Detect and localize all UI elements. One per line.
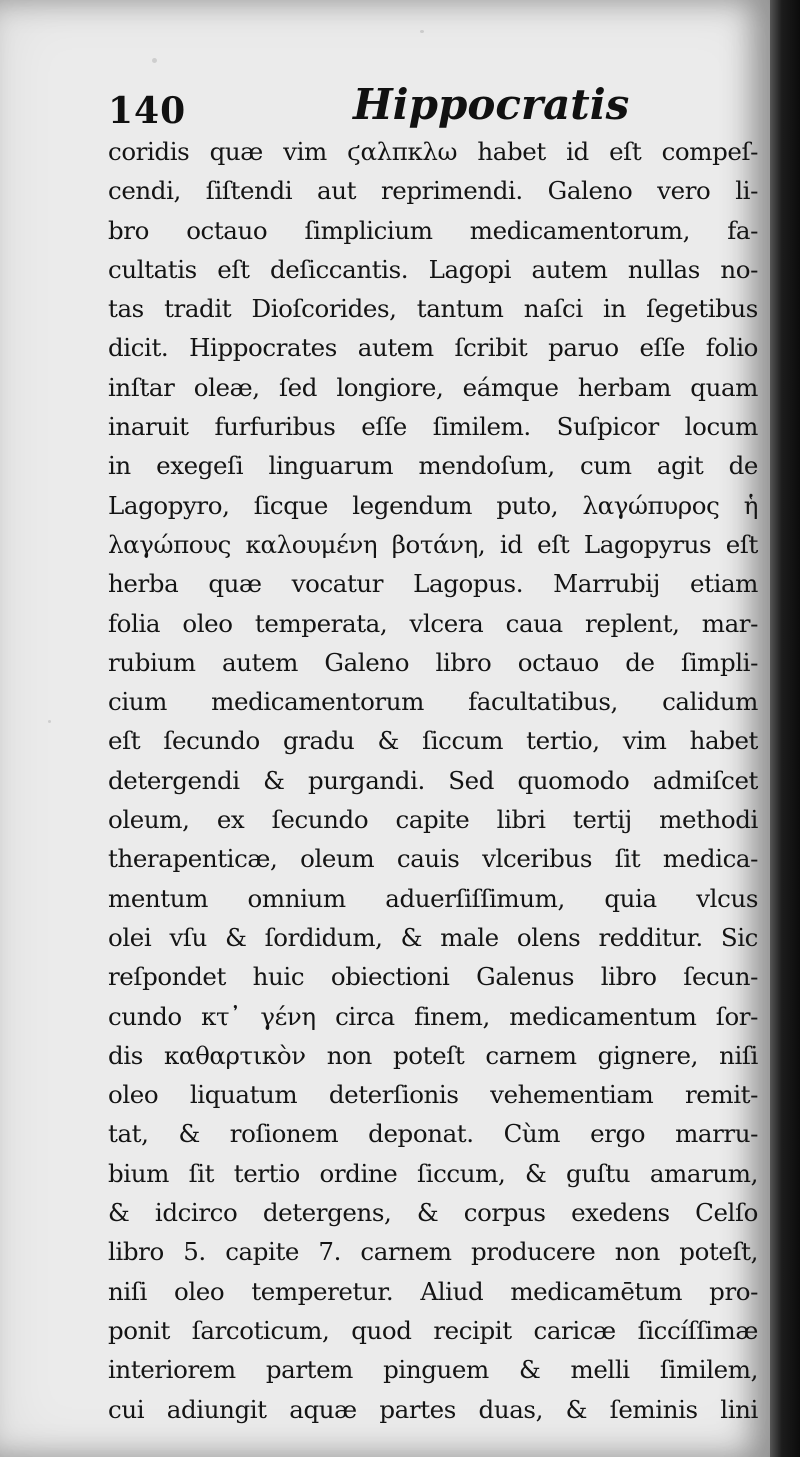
text-line: bium ſit tertio ordine ſiccum, & guſtu amarum, xyxy=(108,1158,758,1188)
ink-speck xyxy=(420,30,424,33)
page-header xyxy=(108,78,748,138)
text-line: bro octauo ſimplicium medicamentorum, fa- xyxy=(108,215,758,245)
text-line: reſpondet huic obiectioni Galenus libro ſecun- xyxy=(108,962,758,992)
text-line: cium medicamentorum facultatibus, calidum xyxy=(108,687,758,717)
text-line: Lagopyro, ſicque legendum puto, λαγώπυρος ἡ xyxy=(108,490,758,520)
text-line: eſt ſecundo gradu & ſiccum tertio, vim habet xyxy=(108,726,758,756)
text-line: ponit ſarcoticum, quod recipit caricæ ſiccíſſimæ xyxy=(108,1315,758,1345)
page-gutter-shadow xyxy=(770,0,800,1457)
text-line: therapenticæ, oleum cauis vlceribus ſit medica- xyxy=(108,844,758,874)
text-line: cultatis eſt deſiccantis. Lagopi autem nullas no- xyxy=(108,254,758,284)
text-line: rubium autem Galeno libro octauo de ſimpli- xyxy=(108,647,758,677)
text-line: dis καθαρτικὸν non poteſt carnem gignere, niſi xyxy=(108,1040,758,1070)
text-line: in exegeſi linguarum mendoſum, cum agit de xyxy=(108,451,758,481)
text-line: inaruit furfuribus eſſe ſimilem. Suſpicor locum xyxy=(108,412,758,442)
text-line: dicit. Hippocrates autem ſcribit paruo eſſe folio xyxy=(108,333,758,363)
text-line: cundo κτ᾽ γένη circa finem, medicamentum ſor- xyxy=(108,1001,758,1031)
text-line: λαγώπους καλουμένη βοτάνη, id eſt Lagopyrus eſt xyxy=(108,529,758,559)
ink-speck xyxy=(48,720,51,723)
text-line: libro 5. capite 7. carnem producere non poteſt, xyxy=(108,1237,758,1267)
text-line: mentum omnium aduerſiſſimum, quia vlcus xyxy=(108,883,758,913)
text-body xyxy=(108,132,758,1429)
text-line: folia oleo temperata, vlcera caua replent, mar- xyxy=(108,608,758,638)
text-line: cendi, ſiſtendi aut reprimendi. Galeno vero li- xyxy=(108,176,758,206)
text-line: & idcirco detergens, & corpus exedens Celſo xyxy=(108,1198,758,1228)
text-line: tas tradit Dioſcorides, tantum naſci in ſegetibus xyxy=(108,294,758,324)
text-line: niſi oleo temperetur. Aliud medicamētum pro- xyxy=(108,1276,758,1306)
text-line: cui adiungit aquæ partes duas, & ſeminis lini xyxy=(108,1394,758,1424)
text-line: tat, & roſionem deponat. Cùm ergo marru- xyxy=(108,1119,758,1149)
text-line: olei vſu & ſordidum, & male olens redditur. Sic xyxy=(108,922,758,952)
text-line: coridis quæ vim ϛαλπκλω habet id eſt compeſ- xyxy=(108,137,758,166)
ink-speck xyxy=(152,58,157,63)
text-line: herba quæ vocatur Lagopus. Marrubij etiam xyxy=(108,569,758,599)
text-line: interiorem partem pinguem & melli ſimilem, xyxy=(108,1355,758,1385)
page-number: 140 xyxy=(108,90,187,132)
text-line: oleum, ex ſecundo capite libri tertij methodi xyxy=(108,805,758,835)
text-line: inſtar oleæ, ſed longiore, eámque herbam quam xyxy=(108,372,758,402)
running-head: Hippocratis xyxy=(353,80,630,129)
text-line: detergendi & purgandi. Sed quomodo admiſcet xyxy=(108,765,758,795)
text-line: oleo liquatum deterſionis vehementiam remit- xyxy=(108,1080,758,1110)
